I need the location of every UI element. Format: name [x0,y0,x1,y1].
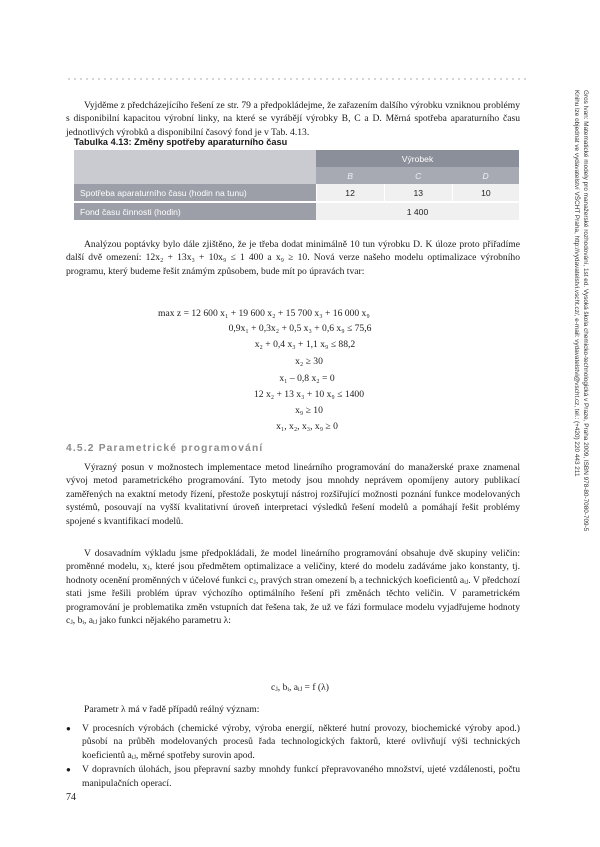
bullet-icon: ● [66,724,71,733]
table-corner [74,150,316,184]
table-cell: 1 400 [316,203,519,220]
table-caption: Tabulka 4.13: Změny spotřeby aparaturního času [74,137,288,147]
section-paragraph-1: Výrazný posun v možnostech implementace metod lineárního programování do manažerské praxe znamenal vývoj metod parametrického programování. Tyto metody jsou mnohdy neprávem opomíjeny autory publikací zaměřených na exaktní metody řízení, přestože poskytují nástroj rozšiřující možnosti poznání funkce modelovaných systémů, posouvají na vyšší kvalitativní úroveň interpretaci výsledků řešení modelů a pomáhají řešit problémy spojené s kvantifikací modelů. [66,462,520,527]
bullet-icon: ● [66,765,71,775]
table-row [74,184,519,201]
side-note [560,90,590,610]
lambda-formula: cⱼ, bᵢ, aᵢⱼ = f (λ) [271,682,329,693]
model-constraint: x₁, x₂, x₃, x₉ ≥ 0 [276,421,338,432]
model-constraint: x₁ – 0,8 x₂ = 0 [279,373,335,384]
table-row [74,203,519,220]
page-number: 74 [66,792,76,803]
analysis-paragraph: Analýzou poptávky bylo dále zjištěno, že je třeba dodat minimálně 10 tun výrobku D. K úloze proto přiřadíme další dvě omezení: 12x₂ + 13x₃ + 10x₉ ≤ 1 400 a x₉ ≥ 10. Nová verze našeho modelu optimalizace výrobního programu, který budeme řešit známým způsobem, bude mít po úpravách tvar: [66,239,520,277]
table-column-header: C [384,167,452,184]
model-objective: max z = 12 600 x₁ + 19 600 x₂ + 15 700 x₃ + 16 000 x₉ [158,308,370,319]
model-constraint: x₂ ≥ 30 [295,356,323,367]
table-column-header: D [452,167,519,184]
list-item: ● V procesních výrobách (chemické výroby, výroba energií, některé hutní provozy, biochemické výroby apod.) působí na průběh modelovaných procesů řada technologických faktorů, které ovlivňují výši technických koeficientů aᵢⱼ, měrné spotřeby surovin apod. [66,723,520,761]
table-row-label: Fond času činnosti (hodin) [74,203,316,220]
model-constraint: 0,9x₁ + 0,3x₂ + 0,5 x₃ + 0,6 x₉ ≤ 75,6 [228,323,372,334]
table-cell: 10 [452,184,519,201]
side-note-line: Knihu lze objednat ve vydavatelství VŠCHT Praha, http://vydavatelstvi.vscht.cz/, e-mail: vydavatelstvi@vscht.cz, tel.: (+420) 220 443 211 [573,90,580,477]
model-constraint: 12 x₂ + 13 x₃ + 10 x₉ ≤ 1400 [253,389,365,400]
intro-paragraph: Vyjděme z předcházejícího řešení ze str. 79 a předpokládejme, že zařazením dalšího výrobku vzniknou problémy s disponibilní kapacitou výrobní linky, na které se vyrábějí výrobky B, C a D. Měrná spotřeba aparaturního času jednotlivých výrobků a disponibilní časový fond je v Tab. 4.13. [66,100,520,138]
table-cell: 12 [316,184,384,201]
list-item: ● V dopravních úlohách, jsou přepravní sazby mnohdy funkcí přepravovaného množství, ujeté vzdálenosti, počtu manipulačních operací. [66,764,520,789]
model-constraint: x₂ + 0,4 x₃ + 1,1 x₉ ≤ 88,2 [254,339,356,350]
lambda-intro: Parametr λ má v řadě případů reálný význam: [84,704,260,715]
table-row-label: Spotřeba aparaturního času (hodin na tunu) [74,184,316,201]
model-constraint: x₉ ≥ 10 [295,405,323,416]
bullet-list [66,722,520,791]
section-paragraph-2: V dosavadním výkladu jsme předpokládali, že model lineárního programování obsahuje dvě skupiny veličin: proměnné modelu, xⱼ, které jsou předmětem optimalizace a veličiny, které do modelu zadáváme jako konstanty, tj. hodnoty ocenění proměnných v účelové funkci cⱼ, pravých stran omezení bᵢ a technických koeficientů aᵢⱼ. V předchozí stati jsme řešili problém úprav výchozího optimálního řešení při změnách těchto veličin. V parametrickém programování je problematika změn vstupních dat řešena tak, že už ve fázi formulace modelu vyjadřujeme hodnoty cⱼ, bᵢ, aᵢⱼ jako funkci nějakého parametru λ: [66,548,520,627]
table-cell: 13 [384,184,452,201]
consumption-table [74,150,519,220]
section-title: 4.5.2 Parametrické programování [66,443,264,454]
table-group-header: Výrobek [316,150,519,167]
top-dotted-rule [66,78,526,80]
side-note-line: Gros Ivan: Matematické modely pro manažerské rozhodování, 1st ed. Vysoká škola chemicko-technologická v Praze, Praha 2009, ISBN 978-80-7080-709-5 [582,90,589,532]
table-column-header: B [316,167,384,184]
